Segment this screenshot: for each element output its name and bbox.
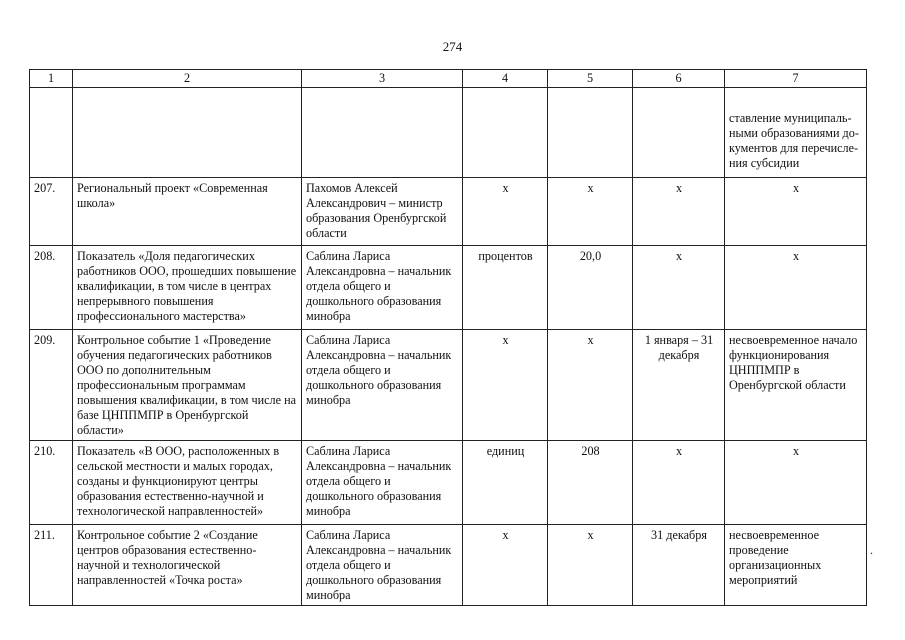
continuation-row xyxy=(30,88,867,178)
unit: процентов xyxy=(463,246,548,330)
responsible-person: Саблина Лариса Александровна – начальник отдела общего и дошкольного образования минобра xyxy=(302,441,463,525)
risk: х xyxy=(725,178,867,246)
column-header: 7 xyxy=(725,70,867,88)
responsible-person: Саблина Лариса Александровна – начальник отдела общего и дошкольного образования минобра xyxy=(302,246,463,330)
event-name: Показатель «В ООО, расположенных в сельской местности и малых городах, созданы и функционируют центры образования естественно-научной и технологической направленностей» xyxy=(73,441,302,525)
event-name: Контрольное событие 1 «Проведение обучения педагогических работников ООО по дополнительным профессиональным программам повышения квалификации, в том числе на базе ЦНППМПР в Оренбургской области» xyxy=(73,330,302,441)
unit: х xyxy=(463,525,548,606)
column-header: 6 xyxy=(633,70,725,88)
table-row xyxy=(30,525,867,606)
stray-mark: . xyxy=(870,543,873,557)
deadline: 31 декабря xyxy=(633,525,725,606)
event-name: Контрольное событие 2 «Создание центров образования естественно-научной и технологической направленностей «Точка роста» xyxy=(73,525,302,606)
row-number: 208. xyxy=(30,246,73,330)
risk: несвоевременное начало функционирования ЦНППМПР в Оренбургской области xyxy=(725,330,867,441)
row-number: 211. xyxy=(30,525,73,606)
unit: х xyxy=(463,178,548,246)
event-name: Показатель «Доля педагогических работников ООО, прошедших повышение квалификации, в том числе в центрах непрерывного повышения профессионального мастерства» xyxy=(73,246,302,330)
value: 208 xyxy=(548,441,633,525)
risk: х xyxy=(725,246,867,330)
column-number-row xyxy=(30,70,867,88)
table-row xyxy=(30,330,867,441)
risk: несвоевременное проведение организационных мероприятий xyxy=(725,525,867,606)
table-row xyxy=(30,246,867,330)
table-row xyxy=(30,441,867,525)
page-number: 274 xyxy=(442,39,463,54)
responsible-person: Саблина Лариса Александровна – начальник отдела общего и дошкольного образования минобра xyxy=(302,330,463,441)
column-header: 1 xyxy=(30,70,73,88)
value: х xyxy=(548,178,633,246)
responsible-person: Пахомов Алексей Александрович – министр образования Оренбургской области xyxy=(302,178,463,246)
responsible-person: Саблина Лариса Александровна – начальник отдела общего и дошкольного образования минобра xyxy=(302,525,463,606)
unit: единиц xyxy=(463,441,548,525)
deadline: х xyxy=(633,246,725,330)
plan-table xyxy=(29,69,867,606)
value: х xyxy=(548,330,633,441)
row-number: 209. xyxy=(30,330,73,441)
value: 20,0 xyxy=(548,246,633,330)
column-header: 4 xyxy=(463,70,548,88)
row-number: 210. xyxy=(30,441,73,525)
unit: х xyxy=(463,330,548,441)
column-header: 2 xyxy=(73,70,302,88)
deadline: х xyxy=(633,441,725,525)
row-number: 207. xyxy=(30,178,73,246)
value: х xyxy=(548,525,633,606)
column-header: 5 xyxy=(548,70,633,88)
column-header: 3 xyxy=(302,70,463,88)
event-name: Региональный проект «Современная школа» xyxy=(73,178,302,246)
risk: х xyxy=(725,441,867,525)
deadline: 1 января – 31 декабря xyxy=(633,330,725,441)
deadline: х xyxy=(633,178,725,246)
continuation-text: ставление муниципаль-ными образованиями до-кументов для перечисле-ния субсидии xyxy=(725,88,867,178)
table-row xyxy=(30,178,867,246)
